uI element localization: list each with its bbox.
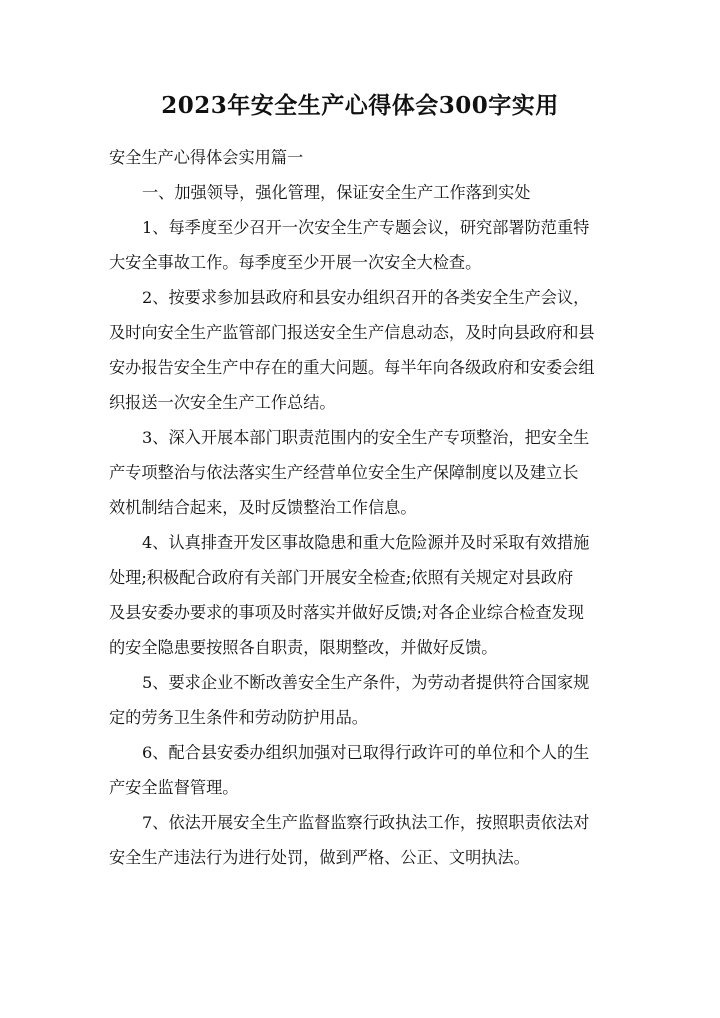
section-subtitle: 安全生产心得体会实用篇一 (109, 148, 304, 167)
paragraph-line: 织报送一次安全生产工作总结。 (109, 393, 336, 412)
paragraph-line: 3、深入开展本部门职责范围内的安全生产专项整治，把安全生 (142, 428, 590, 447)
paragraph-line: 产专项整治与依法落实生产经营单位安全生产保障制度以及建立长 (109, 463, 579, 482)
paragraph-line: 大安全事故工作。每季度至少开展一次安全大检查。 (109, 253, 482, 272)
document-body (109, 140, 613, 875)
paragraph-line: 7、依法开展安全生产监督监察行政执法工作，按照职责依法对 (142, 813, 590, 832)
paragraph-line: 的安全隐患要按照各自职责，限期整改，并做好反馈。 (109, 638, 498, 657)
paragraph-2 (109, 280, 613, 420)
paragraph-line: 2、按要求参加县政府和县安办组织召开的各类安全生产会议， (142, 288, 590, 307)
paragraph-line: 产安全监督管理。 (109, 778, 239, 797)
paragraph-4 (109, 525, 613, 665)
paragraph-0 (109, 175, 613, 210)
paragraph-line: 4、认真排查开发区事故隐患和重大危险源并及时采取有效措施 (142, 533, 590, 552)
paragraph-6 (109, 735, 613, 805)
paragraph-7 (109, 805, 613, 875)
paragraph-1 (109, 210, 613, 280)
paragraph-line: 定的劳务卫生条件和劳动防护用品。 (109, 708, 368, 727)
paragraph-line: 6、配合县安委办组织加强对已取得行政许可的单位和个人的生 (142, 743, 590, 762)
paragraph-line: 及县安委办要求的事项及时落实并做好反馈;对各企业综合检查发现 (109, 603, 584, 622)
paragraph-line: 及时向安全生产监管部门报送安全生产信息动态，及时向县政府和县 (109, 323, 595, 342)
paragraph-line: 5、要求企业不断改善安全生产条件，为劳动者提供符合国家规 (142, 673, 590, 692)
paragraph-line: 效机制结合起来，及时反馈整治工作信息。 (109, 498, 417, 517)
paragraph-line: 一、加强领导，强化管理，保证安全生产工作落到实处 (142, 183, 531, 202)
paragraph-line: 1、每季度至少召开一次安全生产专题会议，研究部署防范重特 (142, 218, 590, 237)
paragraph-line: 安全生产违法行为进行处罚，做到严格、公正、文明执法。 (109, 848, 530, 867)
paragraph-line: 处理;积极配合政府有关部门开展安全检查;依照有关规定对县政府 (109, 568, 574, 587)
paragraph-line: 安办报告安全生产中存在的重大问题。每半年向各级政府和安委会组 (109, 358, 595, 377)
paragraph-3 (109, 420, 613, 525)
document-title: 2023年安全生产心得体会300字实用 (161, 92, 559, 119)
paragraph-5 (109, 665, 613, 735)
